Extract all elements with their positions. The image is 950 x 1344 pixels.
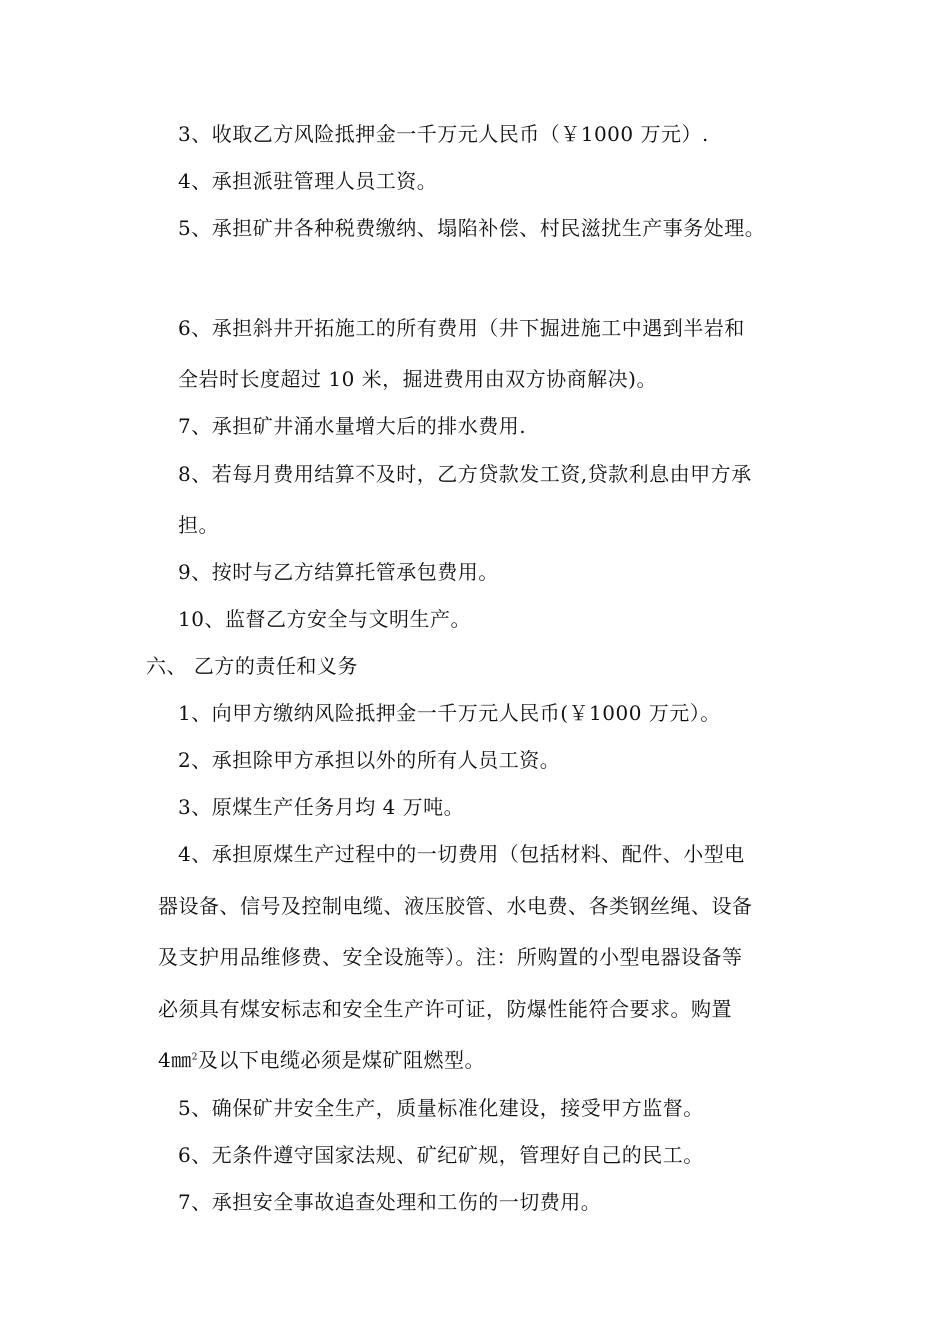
- party-b-item-7: 7、承担安全事故追查处理和工伤的一切费用。: [178, 1190, 602, 1214]
- party-a-item-6-line-2: 全岩时长度超过 10 米，掘进费用由双方协商解决)。: [178, 367, 657, 391]
- party-b-item-5: 5、确保矿井安全生产，质量标准化建设，接受甲方监督。: [178, 1096, 704, 1120]
- party-a-item-3: 3、收取乙方风险抵押金一千万元人民币（￥1000 万元）.: [178, 122, 709, 146]
- party-a-item-6-line-1: 6、承担斜井开拓施工的所有费用（井下掘进施工中遇到半岩和: [178, 316, 745, 340]
- party-b-item-4-line-1: 4、承担原煤生产过程中的一切费用（包括材料、配件、小型电: [178, 842, 745, 866]
- section-heading: 六、 乙方的责任和义务: [146, 654, 358, 678]
- cable-size-suffix: 及以下电缆必须是煤矿阻燃型。: [197, 1048, 485, 1072]
- cable-requirement-line: [158, 1046, 485, 1074]
- party-a-item-10: 10、监督乙方安全与文明生产。: [178, 607, 471, 631]
- party-b-item-3: 3、原煤生产任务月均 4 万吨。: [178, 795, 465, 819]
- cable-size-prefix: 4㎜: [158, 1048, 192, 1072]
- party-b-item-6: 6、无条件遵守国家法规、矿纪矿规，管理好自己的民工。: [178, 1143, 704, 1167]
- party-a-item-9: 9、按时与乙方结算托管承包费用。: [178, 560, 499, 584]
- party-a-item-5: 5、承担矿井各种税费缴纳、塌陷补偿、村民滋扰生产事务处理。: [178, 216, 766, 240]
- party-b-item-4-line-3: 及支护用品维修费、安全设施等）。注：所购置的小型电器设备等: [158, 945, 743, 969]
- party-a-item-4: 4、承担派驻管理人员工资。: [178, 169, 438, 193]
- party-b-item-4-line-4: 必须具有煤安标志和安全生产许可证，防爆性能符合要求。购置: [158, 997, 732, 1021]
- party-a-item-8-line-1: 8、若每月费用结算不及时，乙方贷款发工资,贷款利息由甲方承: [178, 462, 752, 486]
- party-b-item-1: 1、向甲方缴纳风险抵押金一千万元人民币(￥1000 万元）。: [178, 701, 721, 725]
- party-a-item-8-line-2: 担。: [178, 513, 219, 537]
- party-b-item-4-line-2: 器设备、信号及控制电缆、液压胶管、水电费、各类钢丝绳、设备: [158, 894, 753, 918]
- cable-size-superscript: 2: [191, 1052, 198, 1063]
- party-a-item-7: 7、承担矿井涌水量增大后的排水费用.: [178, 414, 527, 438]
- party-b-item-2: 2、承担除甲方承担以外的所有人员工资。: [178, 748, 561, 772]
